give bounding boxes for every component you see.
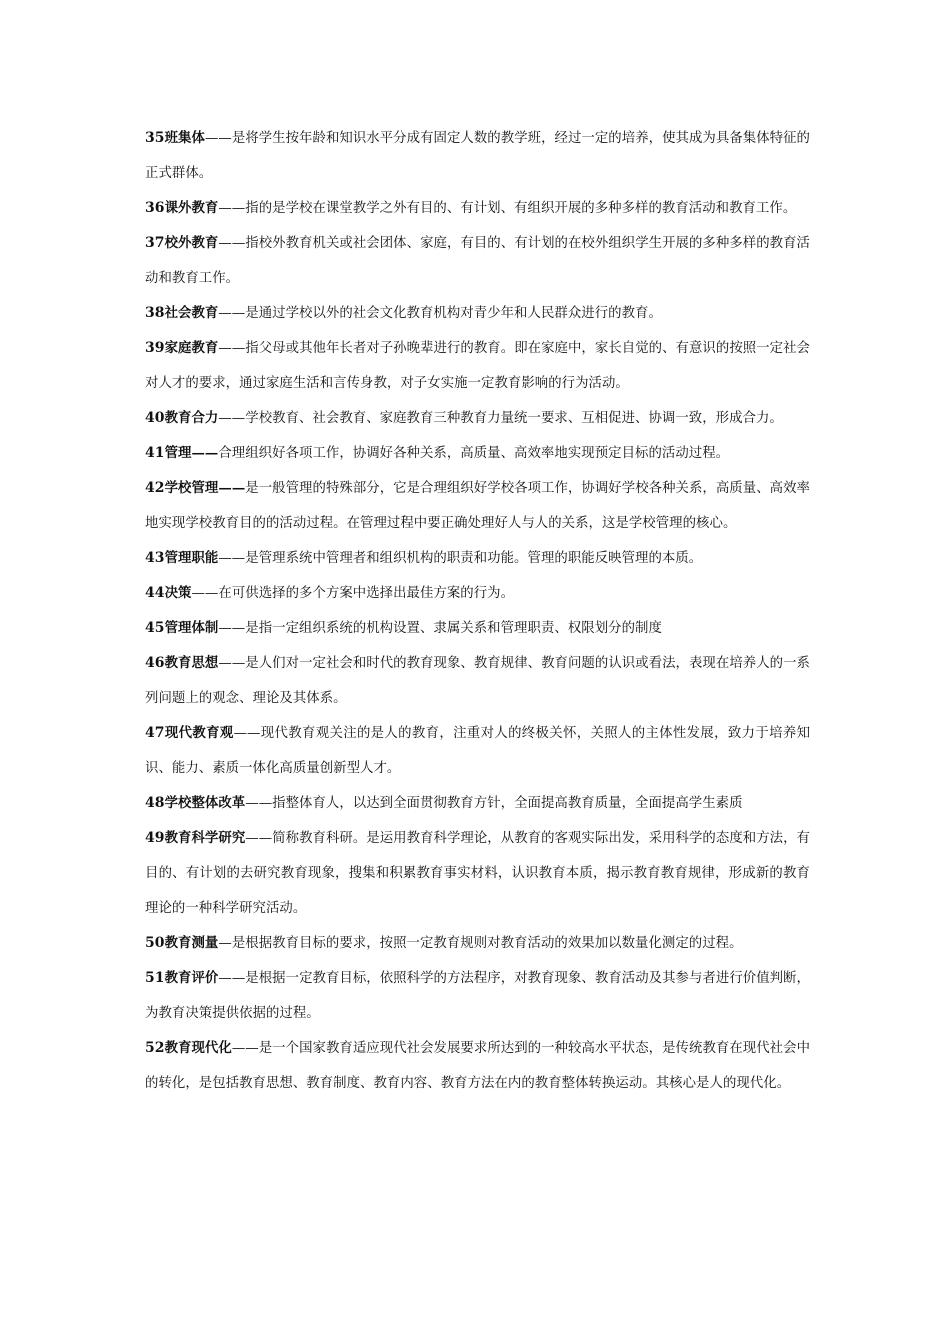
entry-number: 45	[145, 620, 165, 636]
entry-definition: 学校教育、社会教育、家庭教育三种教育力量统一要求、互相促进、协调一致，形成合力。	[245, 411, 783, 426]
entry-term: 教育思想	[164, 655, 219, 671]
entry-term: 管理——	[164, 445, 219, 461]
entry-term: 决策	[164, 585, 192, 601]
entry-separator: ——	[191, 586, 219, 601]
entry-term: 教育现代化	[164, 1040, 232, 1056]
entry-term: 管理体制	[164, 620, 219, 636]
entry-separator: ——	[245, 831, 273, 846]
glossary-entry	[145, 296, 810, 331]
entry-separator: —	[218, 936, 232, 951]
entry-separator: ——	[218, 306, 246, 321]
glossary-entry	[145, 226, 810, 296]
entry-separator: ——	[218, 411, 246, 426]
entry-definition: 指整体育人，以达到全面贯彻教育方针，全面提高教育质量，全面提高学生素质	[272, 796, 743, 811]
glossary-entry	[145, 926, 810, 961]
entry-definition: 指的是学校在课堂教学之外有目的、有计划、有组织开展的多种多样的教育活动和教育工作。	[245, 201, 797, 216]
glossary-entry	[145, 611, 810, 646]
glossary-entry	[145, 471, 810, 541]
glossary-list	[145, 121, 810, 1101]
entry-definition: 是通过学校以外的社会文化教育机构对青少年和人民群众进行的教育。	[245, 306, 662, 321]
glossary-entry	[145, 961, 810, 1031]
entry-definition: 是将学生按年龄和知识水平分成有固定人数的教学班，经过一定的培养，使其成为具备集体特征的正式群体。	[145, 131, 810, 181]
entry-separator: ——	[245, 796, 273, 811]
entry-term: 学校管理——	[164, 480, 246, 496]
entry-term: 教育科学研究	[164, 830, 246, 846]
glossary-entry	[145, 541, 810, 576]
entry-number: 47	[145, 725, 165, 741]
entry-separator: ——	[218, 621, 246, 636]
entry-definition: 合理组织好各项工作，协调好各种关系，高质量、高效率地实现预定目标的活动过程。	[218, 446, 730, 461]
entry-term: 管理职能	[164, 550, 219, 566]
glossary-entry	[145, 331, 810, 401]
entry-term: 校外教育	[164, 235, 219, 251]
entry-number: 44	[145, 585, 165, 601]
entry-definition: 是管理系统中管理者和组织机构的职责和功能。管理的职能反映管理的本质。	[245, 551, 703, 566]
entry-number: 36	[145, 200, 165, 216]
entry-number: 43	[145, 550, 165, 566]
entry-number: 50	[145, 935, 165, 951]
entry-number: 48	[145, 795, 165, 811]
glossary-entry	[145, 401, 810, 436]
entry-separator: ——	[204, 131, 232, 146]
entry-number: 42	[145, 480, 165, 496]
entry-number: 37	[145, 235, 165, 251]
entry-number: 51	[145, 970, 165, 986]
entry-definition: 简称教育科研。是运用教育科学理论，从教育的客观实际出发，采用科学的态度和方法，有目的、有计划的去研究教育现象，搜集和积累教育事实材料，认识教育本质，揭示教育教育规律，形成新的教育理论的一种科学研究活动。	[145, 831, 810, 916]
entry-definition: 指校外教育机关或社会团体、家庭，有目的、有计划的在校外组织学生开展的多种多样的教育活动和教育工作。	[145, 236, 810, 286]
entry-separator: ——	[231, 1041, 259, 1056]
entry-definition: 是一个国家教育适应现代社会发展要求所达到的一种较高水平状态，是传统教育在现代社会中的转化，是包括教育思想、教育制度、教育内容、教育方法在内的教育整体转换运动。其核心是人的现代化。	[145, 1041, 811, 1091]
glossary-entry	[145, 786, 810, 821]
glossary-entry	[145, 121, 810, 191]
entry-term: 课外教育	[164, 200, 219, 216]
glossary-entry	[145, 191, 810, 226]
entry-separator: ——	[218, 551, 246, 566]
entry-number: 52	[145, 1040, 165, 1056]
entry-separator: ——	[218, 971, 246, 986]
entry-term: 班集体	[164, 130, 205, 146]
entry-term: 教育评价	[164, 970, 219, 986]
entry-number: 35	[145, 130, 165, 146]
entry-number: 46	[145, 655, 165, 671]
entry-definition: 现代教育观关注的是人的教育，注重对人的终极关怀，关照人的主体性发展，致力于培养知识、能力、素质一体化高质量创新型人才。	[145, 726, 811, 776]
entry-separator: ——	[233, 726, 261, 741]
glossary-entry	[145, 1031, 810, 1101]
glossary-entry	[145, 436, 810, 471]
entry-separator: ——	[218, 341, 246, 356]
entry-definition: 是一般管理的特殊部分，它是合理组织好学校各项工作，协调好学校各种关系，高质量、高效率地实现学校教育目的的活动过程。在管理过程中要正确处理好人与人的关系，这是学校管理的核心。	[145, 481, 810, 531]
entry-definition: 是指一定组织系统的机构设置、隶属关系和管理职责、权限划分的制度	[245, 621, 662, 636]
entry-term: 教育测量	[164, 935, 219, 951]
entry-number: 49	[145, 830, 165, 846]
entry-separator: ——	[218, 656, 246, 671]
entry-separator: ——	[218, 236, 246, 251]
entry-number: 41	[145, 445, 165, 461]
entry-term: 社会教育	[164, 305, 219, 321]
entry-definition: 是根据教育目标的要求，按照一定教育规则对教育活动的效果加以数量化测定的过程。	[231, 936, 743, 951]
entry-definition: 是人们对一定社会和时代的教育现象、教育规律、教育问题的认识或看法，表现在培养人的一系列问题上的观念、理论及其体系。	[145, 656, 810, 706]
entry-definition: 是根据一定教育目标，依照科学的方法程序，对教育现象、教育活动及其参与者进行价值判断，为教育决策提供依据的过程。	[145, 971, 810, 1021]
entry-term: 教育合力	[164, 410, 219, 426]
entry-definition: 指父母或其他年长者对子孙晚辈进行的教育。即在家庭中，家长自觉的、有意识的按照一定社会对人才的要求，通过家庭生活和言传身教，对子女实施一定教育影响的行为活动。	[145, 341, 810, 391]
glossary-entry	[145, 821, 810, 926]
glossary-entry	[145, 576, 810, 611]
entry-number: 40	[145, 410, 165, 426]
entry-definition: 在可供选择的多个方案中选择出最佳方案的行为。	[218, 586, 515, 601]
glossary-entry	[145, 716, 810, 786]
entry-term: 家庭教育	[164, 340, 219, 356]
entry-term: 学校整体改革	[164, 795, 246, 811]
entry-term: 现代教育观	[164, 725, 234, 741]
entry-number: 38	[145, 305, 165, 321]
entry-separator: ——	[218, 201, 246, 216]
glossary-entry	[145, 646, 810, 716]
entry-number: 39	[145, 340, 165, 356]
